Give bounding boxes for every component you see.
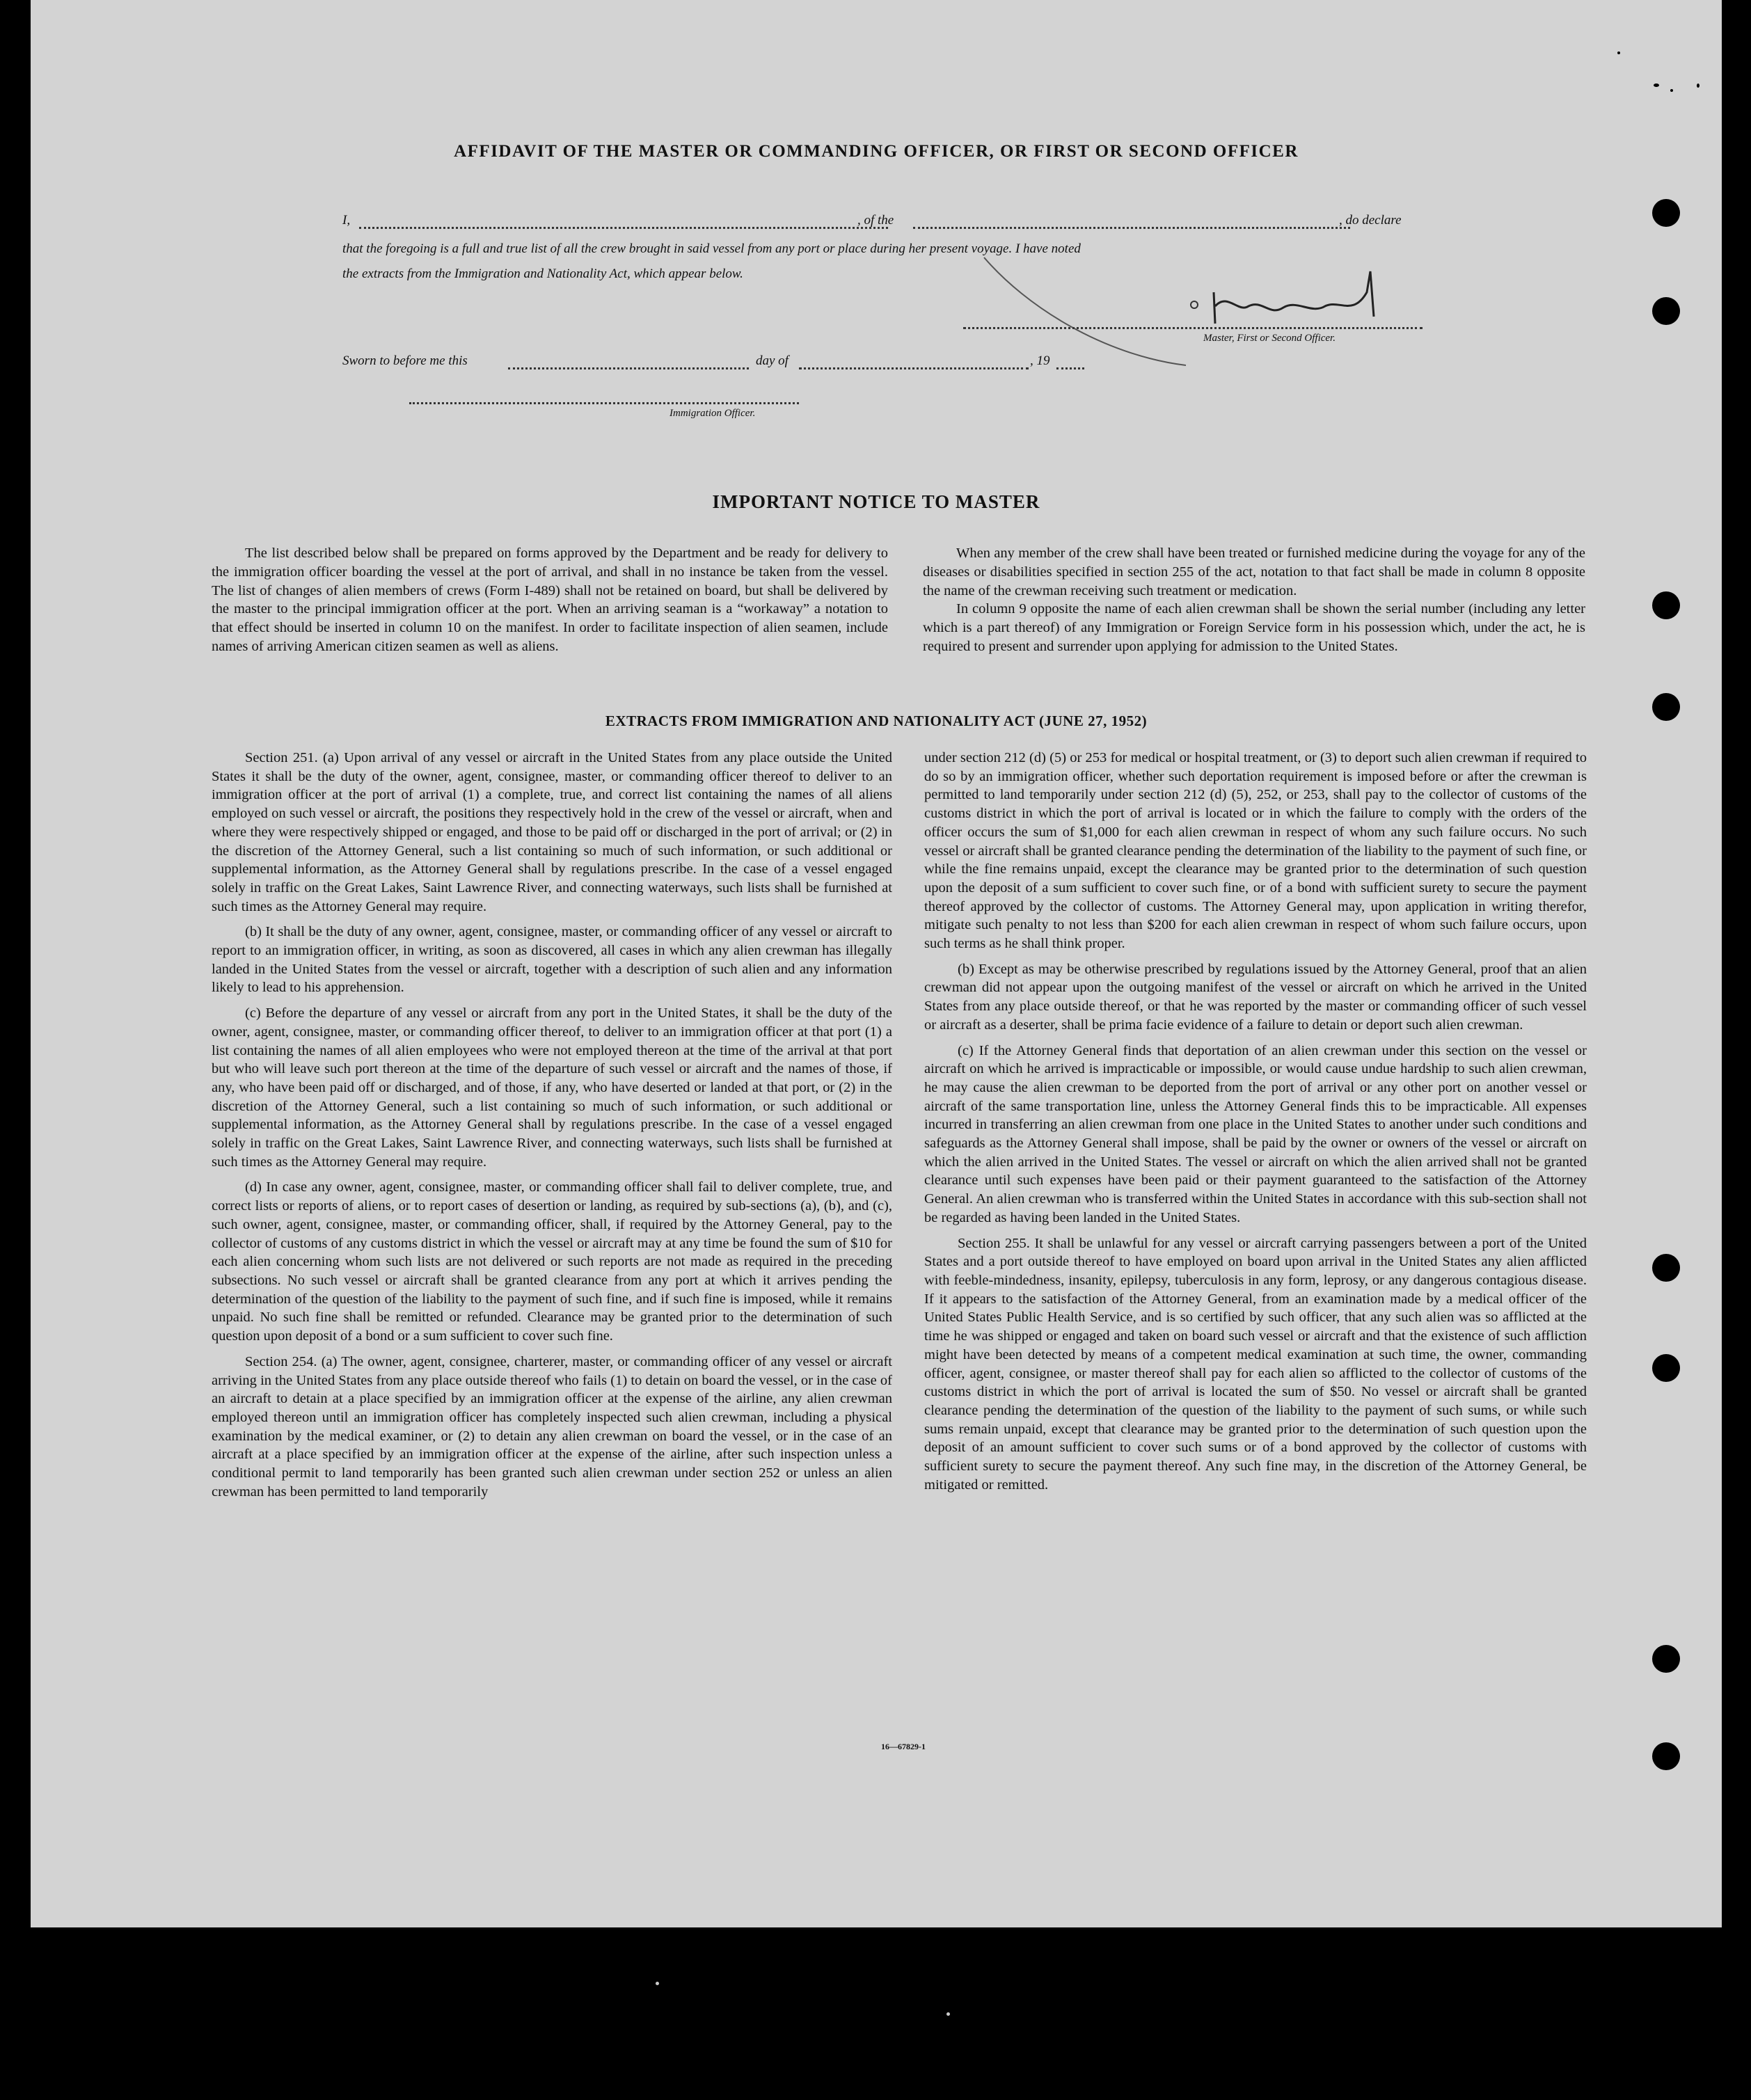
sworn-day-line bbox=[508, 367, 749, 369]
extracts-left-column bbox=[212, 749, 892, 1508]
extracts-right-column bbox=[924, 749, 1587, 1501]
notice-title: IMPORTANT NOTICE TO MASTER bbox=[712, 491, 1040, 512]
vessel-line bbox=[913, 227, 1350, 229]
scan-speck bbox=[1670, 89, 1673, 92]
notice-right-paragraph-1: When any member of the crew shall have been treated or furnished medicine during the voyage for any of the diseases or disabilities specified in section 255 of the act, notation to that fact shall be made in column 8 opposite the name of the crewman receiving such treatment or medication. bbox=[923, 546, 1585, 598]
punch-hole bbox=[1652, 1354, 1680, 1382]
punch-hole bbox=[1652, 297, 1680, 325]
extract-paragraph: (d) In case any owner, agent, consignee, master, or commanding officer shall fail to deliver complete, true, and correct lists or reports of aliens, or to report cases of desertion or landing, as required by sub-sections (a), (b), and (c), such owner, agent, consignee, master, or commanding officer, shall, if required by the Attorney General, pay to the collector of customs of any customs district in which the vessel or aircraft may at any time be found the sum of $10 for each alien concerning whom such lists are not delivered or such reports are not made as required in the preceding subsections. No such vessel or aircraft shall be granted clearance from any port at which it arrives pending the determination of the question of the liability to the payment of such fine, and if such fine is imposed, while it remains unpaid. No such fine shall be remitted or refunded. Clearance may be granted prior to the determination of such question upon deposit of a bond or a sum sufficient to cover such fine. bbox=[212, 1179, 892, 1344]
notice-left-paragraph: The list described below shall be prepared on forms approved by the Department and be ready for delivery to the immigration officer boarding the vessel at the port of arrival, and shall in no instance be taken from the vessel. The list of changes of alien members of crews (Form I-489) shall not be retained on board, but shall be delivered by the master to the principal immigration officer at the port. When an arriving seaman is a “workaway” a notation to that effect should be inserted in column 10 on the manifest. In order to facilitate inspection of alien seamen, include names of arriving American citizen seamen as well as aliens. bbox=[212, 546, 888, 654]
punch-hole bbox=[1652, 1742, 1680, 1770]
extracts-title: EXTRACTS FROM IMMIGRATION AND NATIONALITY ACT (JUNE 27, 1952) bbox=[605, 713, 1148, 729]
affidavit-line-2: that the foregoing is a full and true list of all the crew brought in said vessel from any port or place during her present voyage. I have noted bbox=[342, 241, 1081, 256]
punch-hole bbox=[1652, 199, 1680, 227]
extract-paragraph: (c) If the Attorney General finds that deportation of an alien crewman under this section on the vessel or aircraft on which he arrived is impracticable or impossible, or would cause undue hardship to such alien crewman, he may cause the alien crewman to be deported from the port of arrival or any other port on another vessel or aircraft of the same transportation line, unless the Attorney General finds this to be impracticable. All expenses incurred in transferring an alien crewman from one place in the United States to another under such conditions and safeguards as the Attorney General shall impose, shall be paid by the owner or owners of the vessel or aircraft on which the alien arrived in the United States. The vessel or aircraft on which the alien arrived shall not be granted clearance until such expenses have been paid or their payment guaranteed to the satisfaction of the Attorney General. An alien crewman who is transferred within the United States in accordance with this sub-section shall not be regarded as having been landed in the United States. bbox=[924, 1042, 1587, 1225]
officer-signature-line bbox=[409, 402, 799, 404]
officer-signature-label: Immigration Officer. bbox=[670, 408, 756, 419]
extract-paragraph: (b) Except as may be otherwise prescribed by regulations issued by the Attorney General, proof that an alien crewman did not appear upon the outgoing manifest of the vessel or aircraft on which he arrived in the United States from any place outside thereof, or that he was reported by the master or commanding officer of such vessel or aircraft as a deserter, shall be prima facie evidence of a failure to detain or deport such alien crewman. bbox=[924, 961, 1587, 1033]
of-the-label: , of the bbox=[857, 213, 894, 228]
scan-speck bbox=[1654, 83, 1659, 87]
punch-hole bbox=[1652, 693, 1680, 721]
notice-right-column bbox=[923, 544, 1585, 656]
year-line bbox=[1056, 367, 1084, 369]
day-of-label: day of bbox=[756, 353, 789, 368]
scan-speck bbox=[946, 2012, 950, 2016]
extract-paragraph: under section 212 (d) (5) or 253 for medical or hospital treatment, or (3) to deport such alien crewman if required to do so by an immigration officer, whether such deportation requirement is imposed before or after the crewman is permitted to land temporarily under section 212 (d) (5), 252, or 253, shall pay to the collector of customs of the customs district in which the port of arrival is located or in which the failure to comply with the orders of the officer occurs the sum of $1,000 for each alien crewman in respect of whom any such failure occurs. No such vessel or aircraft shall be granted clearance pending the determination of the liability to the payment of such fine, or while the fine remains unpaid, except the clearance may be granted prior to the determination of such question upon the deposit of a sum sufficient to cover such fine, or of a bond with sufficient surety to secure the payment thereof approved by the collector of customs. The Attorney General may, upon application in writing therefor, mitigate such penalty to not less than $200 for each alien crewman in respect of whom such failure occurs, upon such terms as he shall think proper. bbox=[924, 750, 1587, 952]
document-page bbox=[31, 0, 1722, 1927]
scan-speck bbox=[1617, 51, 1620, 54]
name-line bbox=[359, 227, 888, 229]
extract-paragraph: (c) Before the departure of any vessel or aircraft from any port in the United States, it shall be the duty of the owner, agent, consignee, master, or commanding officer thereof, to deliver to an immigration officer at that port (1) a list containing the names of all alien employees who were not employed thereon at the time of the arrival at that port but who will leave such port thereon at the time of the departure of such vessel or aircraft and the names of those, if any, who have been paid off or discharged, and of those, if any, who have deserted or landed at that port, or (2) in the discretion of the Attorney General, such a list containing so much of such information, or such additional or supplemental information, as the Attorney General shall by regulations prescribe. In the case of a vessel engaged solely in traffic on the Great Lakes, Saint Lawrence River, and connecting waterways, such lists shall be furnished at such times as the Attorney General may require. bbox=[212, 1005, 892, 1170]
master-signature-line bbox=[963, 327, 1423, 329]
month-line bbox=[799, 367, 1029, 369]
punch-hole bbox=[1652, 591, 1680, 619]
form-number: 16—67829-1 bbox=[881, 1742, 926, 1751]
master-signature-label: Master, First or Second Officer. bbox=[1203, 333, 1336, 344]
i-label: I, bbox=[342, 213, 351, 228]
punch-hole bbox=[1652, 1645, 1680, 1673]
scan-speck bbox=[656, 1982, 659, 1985]
affidavit-title: AFFIDAVIT OF THE MASTER OR COMMANDING OFFICER, OR FIRST OR SECOND OFFICER bbox=[454, 142, 1299, 161]
notice-right-paragraph-2: In column 9 opposite the name of each alien crewman shall be shown the serial number (including any letter which is a part thereof) of any Immigration or Foreign Service form in his possession which, under the act, he is required to present and surrender upon applying for admission to the United States. bbox=[923, 601, 1585, 654]
extract-paragraph: Section 251. (a) Upon arrival of any vessel or aircraft in the United States from any place outside the United States it shall be the duty of the owner, agent, consignee, master, or commanding officer thereof to deliver to an immigration officer at the port of arrival (1) a complete, true, and correct list containing the names of all aliens employed on such vessel or aircraft, the positions they respectively hold in the crew of the vessel or aircraft, when and where they were respectively shipped or engaged, and those to be paid off or discharged in the port of arrival; or (2) in the discretion of the Attorney General, such a list containing so much of such information, or such additional or supplemental information, as the Attorney General shall by regulations prescribe. In the case of a vessel engaged solely in traffic on the Great Lakes, Saint Lawrence River, and connecting waterways, such lists shall be furnished at such times as the Attorney General may require. bbox=[212, 750, 892, 914]
extract-paragraph: Section 254. (a) The owner, agent, consignee, charterer, master, or commanding officer of any vessel or aircraft arriving in the United States from any place outside thereof who fails (1) to detain on board the vessel, or in the case of an aircraft to detain at a place specified by an immigration officer at the expense of the airline, any alien crewman employed thereon until an immigration officer has completely inspected such alien crewman, including a physical examination by the medical examiner, or (2) to detain any alien crewman on board the vessel, or in the case of an aircraft at a place specified by an immigration officer at the expense of the airline, after such inspection unless a conditional permit to land temporarily has been granted such alien crewman under section 252 or unless an alien crewman has been permitted to land temporarily bbox=[212, 1353, 892, 1500]
extract-paragraph: Section 255. It shall be unlawful for any vessel or aircraft carrying passengers between a port of the United States and a port outside thereof to have employed on board upon arrival in the United States any alien afflicted with feeble-mindedness, insanity, epilepsy, tuberculosis in any form, leprosy, or any dangerous contagious disease. If it appears to the satisfaction of the Attorney General, from an examination made by a medical officer of the United States Public Health Service, and is so certified by such officer, that any such alien was so afflicted at the time he was shipped or engaged and taken on board such vessel or aircraft and that the existence of such affliction might have been detected by means of a competent medical examination at such time, the owner, commanding officer, agent, consignee, or master thereof shall pay for each alien so afflicted to the collector of customs of the customs district in which the port of arrival is located the sum of $50. No vessel or aircraft shall be granted clearance pending the determination of the question of the liability to the payment of such sums, or while such sums remain unpaid, except that clearance may be granted prior to the determination of such question upon the deposit of an amount sufficient to cover such sums or of a bond approved by the collector of customs with sufficient surety to secure the payment thereof. Any such fine may, in the discretion of the Attorney General, be mitigated or remitted. bbox=[924, 1235, 1587, 1493]
master-signature bbox=[963, 250, 1436, 369]
punch-hole bbox=[1652, 1254, 1680, 1282]
do-declare-label: , do declare bbox=[1339, 213, 1402, 228]
year-label: , 19 bbox=[1030, 353, 1050, 368]
notice-left-column bbox=[212, 544, 888, 656]
affidavit-line-3: the extracts from the Immigration and Nationality Act, which appear below. bbox=[342, 267, 743, 281]
sworn-label: Sworn to before me this bbox=[342, 353, 468, 368]
scan-speck bbox=[1697, 83, 1700, 88]
extract-paragraph: (b) It shall be the duty of any owner, agent, consignee, master, or commanding officer of any vessel or aircraft to report to an immigration officer, in writing, as soon as discovered, all cases in which any alien crewman has illegally landed in the United States from the vessel or aircraft, together with a description of such alien and any information likely to lead to his apprehension. bbox=[212, 924, 892, 996]
